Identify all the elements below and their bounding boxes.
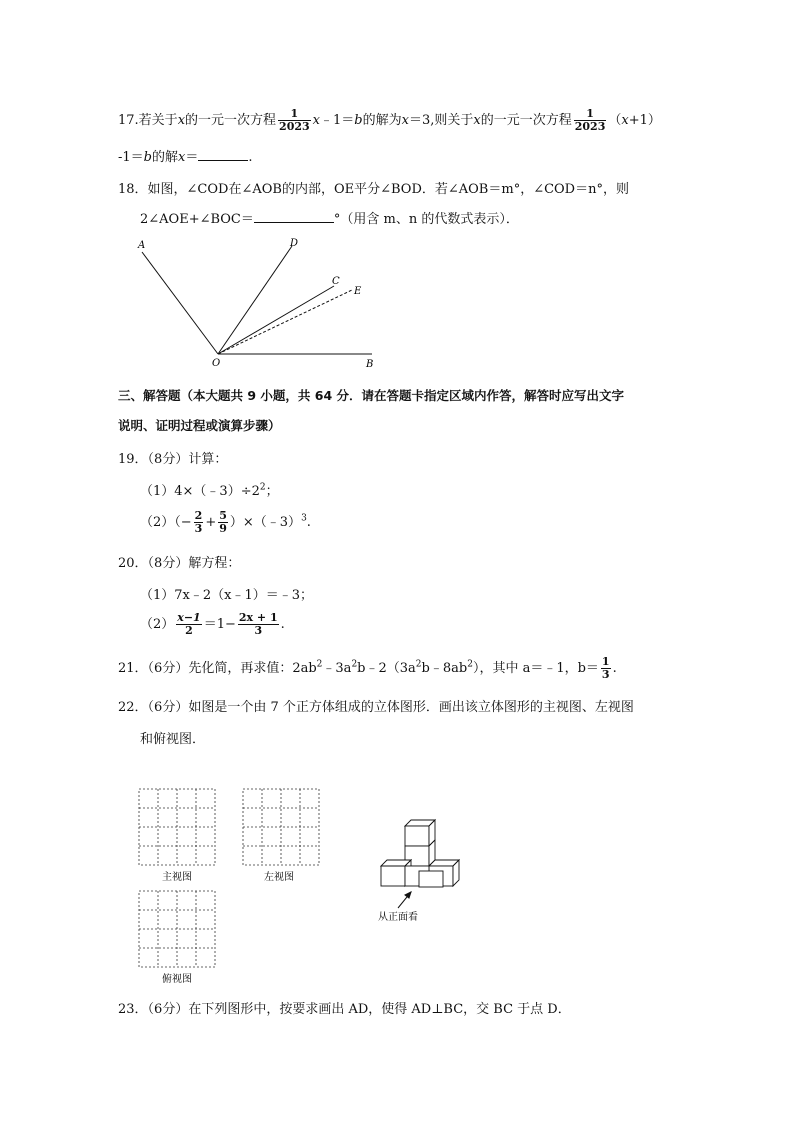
grid-left-view[interactable] <box>243 789 319 865</box>
q20-part1: （1）7x﹣2（x﹣1）＝﹣3； <box>140 588 314 603</box>
grid-top-view[interactable] <box>139 891 215 967</box>
ray-oe <box>218 290 352 354</box>
q17-var-x: x <box>473 113 481 128</box>
q19-text: ； <box>265 484 279 499</box>
q17-answer-blank[interactable] <box>198 148 248 161</box>
q20-text: ＝1− <box>203 617 236 632</box>
q18-text: 2∠AOE+∠BOC＝ <box>140 212 254 227</box>
q17-text: 的解 <box>152 150 179 165</box>
q17-fraction-2 <box>574 108 607 133</box>
q17-text: -1＝ <box>118 150 144 165</box>
q21-text: ﹣3a <box>322 661 352 676</box>
q21-text: . <box>612 661 617 676</box>
fraction-denominator: 2023 <box>574 120 606 133</box>
fraction-denominator: 3 <box>254 624 263 637</box>
arrow-label: 从正面看 <box>378 912 418 923</box>
q19-text: + <box>205 515 217 530</box>
q20-fraction-2 <box>238 612 279 637</box>
q18-answer-blank[interactable] <box>254 210 334 223</box>
fraction-numerator: x−1 <box>177 611 201 624</box>
fraction-denominator: 3 <box>601 668 610 681</box>
exponent: 2 <box>259 482 266 493</box>
q17-text: 的解为 <box>362 113 402 128</box>
q19-text: ）×（﹣3） <box>229 515 302 530</box>
ray-od <box>218 246 292 354</box>
q17-text: 的一元一次方程 <box>185 113 277 128</box>
q19-part1 <box>140 480 279 499</box>
fraction-numerator: 2 <box>194 509 203 522</box>
q22-line1: 22．（6分）如图是一个由 7 个正方体组成的立体图形．画出该立体图形的主视图、左视图 <box>118 700 634 715</box>
q18-text: °（用含 m、n 的代数式表示）． <box>333 212 519 227</box>
q19-title: 19．（8分）计算： <box>118 452 228 467</box>
q21-text: b﹣8ab <box>421 661 468 676</box>
q17-var-x: x <box>621 113 629 128</box>
fraction-numerator: 1 <box>601 655 610 668</box>
fraction-denominator: 9 <box>219 522 227 535</box>
exponent: 2 <box>415 659 422 670</box>
grid-top-view-label: 俯视图 <box>162 974 192 985</box>
q18-angle-figure <box>130 236 390 372</box>
fraction-numerator: 1 <box>574 108 607 121</box>
fraction-denominator: 3 <box>194 522 203 535</box>
cube-solid-figure <box>381 820 459 887</box>
q21-text: 21．（6分）先化简，再求值：2ab <box>118 661 317 676</box>
q17-text: . <box>248 150 253 165</box>
q17-var-b: b <box>354 113 363 128</box>
q19-text: . <box>306 515 311 530</box>
q20-fraction-1 <box>176 612 201 637</box>
q20-text: . <box>280 617 285 632</box>
q23-line1: 23．（6分）在下列图形中，按要求画出 AD，使得 AD⊥BC，交 BC 于点 D． <box>118 1002 571 1017</box>
exponent: 2 <box>467 659 473 670</box>
q19-fraction-2 <box>218 510 228 535</box>
q17-var-b: b <box>143 150 152 165</box>
exponent: 2 <box>316 659 323 670</box>
q20-part2 <box>140 612 285 637</box>
q19-part2 <box>140 510 311 535</box>
q21-text: ），其中 a＝﹣1，b＝ <box>472 661 599 676</box>
q21-text: b﹣2（3a <box>357 661 416 676</box>
q17-text: ＝ <box>185 150 199 165</box>
fraction-numerator: 1 <box>278 108 311 121</box>
fraction-denominator: 2023 <box>279 120 310 133</box>
exponent: 2 <box>351 659 358 670</box>
q19-text: （2）（− <box>140 515 192 530</box>
label-e: E <box>354 286 362 297</box>
q17-text: 17.若关于 <box>118 113 178 128</box>
ray-oa <box>142 252 218 354</box>
q19-text: （1）4×（﹣3）÷2 <box>140 484 260 499</box>
q18-line1: 18．如图，∠COD在∠AOB的内部，OE平分∠BOD．若∠AOB＝m°，∠COD＝n°，则 <box>118 182 629 197</box>
q17-var-x: x <box>401 113 409 128</box>
ray-oc <box>218 286 334 354</box>
label-c: C <box>332 276 340 287</box>
section3-heading-cont: 说明、证明过程或演算步骤） <box>118 418 281 433</box>
exponent: 3 <box>301 513 307 524</box>
grid-main-view[interactable] <box>139 789 215 865</box>
q17-text: ＝3,则关于 <box>408 113 474 128</box>
q17-text: ﹣1＝ <box>320 113 355 128</box>
grid-main-view-label: 主视图 <box>162 872 192 883</box>
q17-text: 的一元一次方程 <box>480 113 572 128</box>
fraction-numerator: 2x + 1 <box>238 611 278 624</box>
fraction-denominator: 2 <box>185 624 193 637</box>
label-b: B <box>366 359 374 370</box>
label-d: D <box>290 238 299 249</box>
q17-var-x: x <box>177 113 186 128</box>
q21-line <box>118 656 617 681</box>
q22-line2: 和俯视图． <box>140 732 206 747</box>
label-o: O <box>212 358 221 369</box>
grid-left-view-label: 左视图 <box>264 872 294 883</box>
q17-line1 <box>118 108 661 133</box>
q17-var-x: x <box>312 113 321 128</box>
q19-fraction-1 <box>194 510 204 535</box>
q18-line2 <box>140 208 519 227</box>
q17-text: +1） <box>628 113 661 128</box>
q22-view-grids <box>130 780 570 990</box>
section3-heading: 三、解答题（本大题共 9 小题，共 64 分．请在答题卡指定区域内作答，解答时应写出文字 <box>118 388 625 403</box>
q17-line2 <box>118 146 253 165</box>
q17-fraction-1 <box>278 108 311 133</box>
q17-var-x: x <box>178 150 186 165</box>
q20-title: 20．（8分）解方程： <box>118 556 241 571</box>
q21-fraction <box>601 656 611 681</box>
q17-text: （ <box>608 113 622 128</box>
q20-text: （2） <box>140 617 175 632</box>
fraction-numerator: 5 <box>219 509 227 522</box>
view-direction-arrow-icon <box>398 892 411 908</box>
label-a: A <box>138 240 146 251</box>
